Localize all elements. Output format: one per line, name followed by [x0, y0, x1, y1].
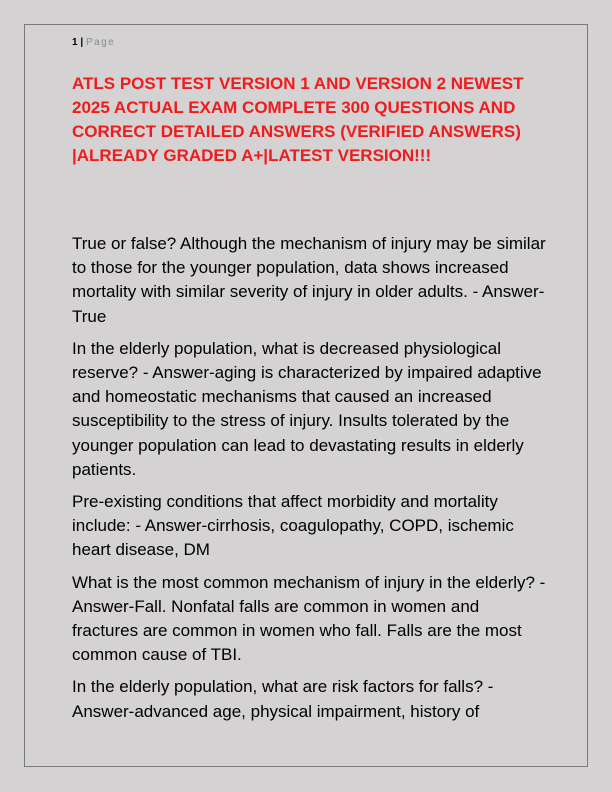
qa-paragraph: What is the most common mechanism of injury in the elderly? - Answer-Fall. Nonfatal falls are common in women and fractures are common in women who fall. Falls are the most common cause of TBI.	[72, 572, 546, 665]
qa-paragraph: In the elderly population, what are risk factors for falls? - Answer-advanced age, physical impairment, history of	[72, 677, 494, 721]
page-number: 1	[72, 37, 78, 48]
qa-paragraph: Pre-existing conditions that affect morbidity and mortality include: - Answer-cirrhosis, coagulopathy, COPD, ischemic heart disease, DM	[72, 492, 514, 560]
qa-paragraph: In the elderly population, what is decreased physiological reserve? - Answer-aging is characterized by impaired adaptive and homeostatic mechanisms that caused an increased susceptibility to the stress of injury. Insults tolerated by the younger population can lead to devastating results in elderly patients.	[72, 338, 542, 479]
page-separator: |	[80, 37, 84, 48]
page-header	[72, 36, 115, 50]
qa-paragraph: True or false? Although the mechanism of injury may be similar to those for the younger population, data shows increased mortality with similar severity of injury in older adults. - Answer-True	[72, 234, 546, 326]
document-title: ATLS POST TEST VERSION 1 AND VERSION 2 NEWEST 2025 ACTUAL EXAM COMPLETE 300 QUESTIONS AND CORRECT DETAILED ANSWERS (VERIFIED ANSWERS) |ALREADY GRADED A+|LATEST VERSION!!!	[72, 74, 524, 165]
page-label: Page	[85, 37, 116, 48]
qa-list	[72, 232, 546, 732]
